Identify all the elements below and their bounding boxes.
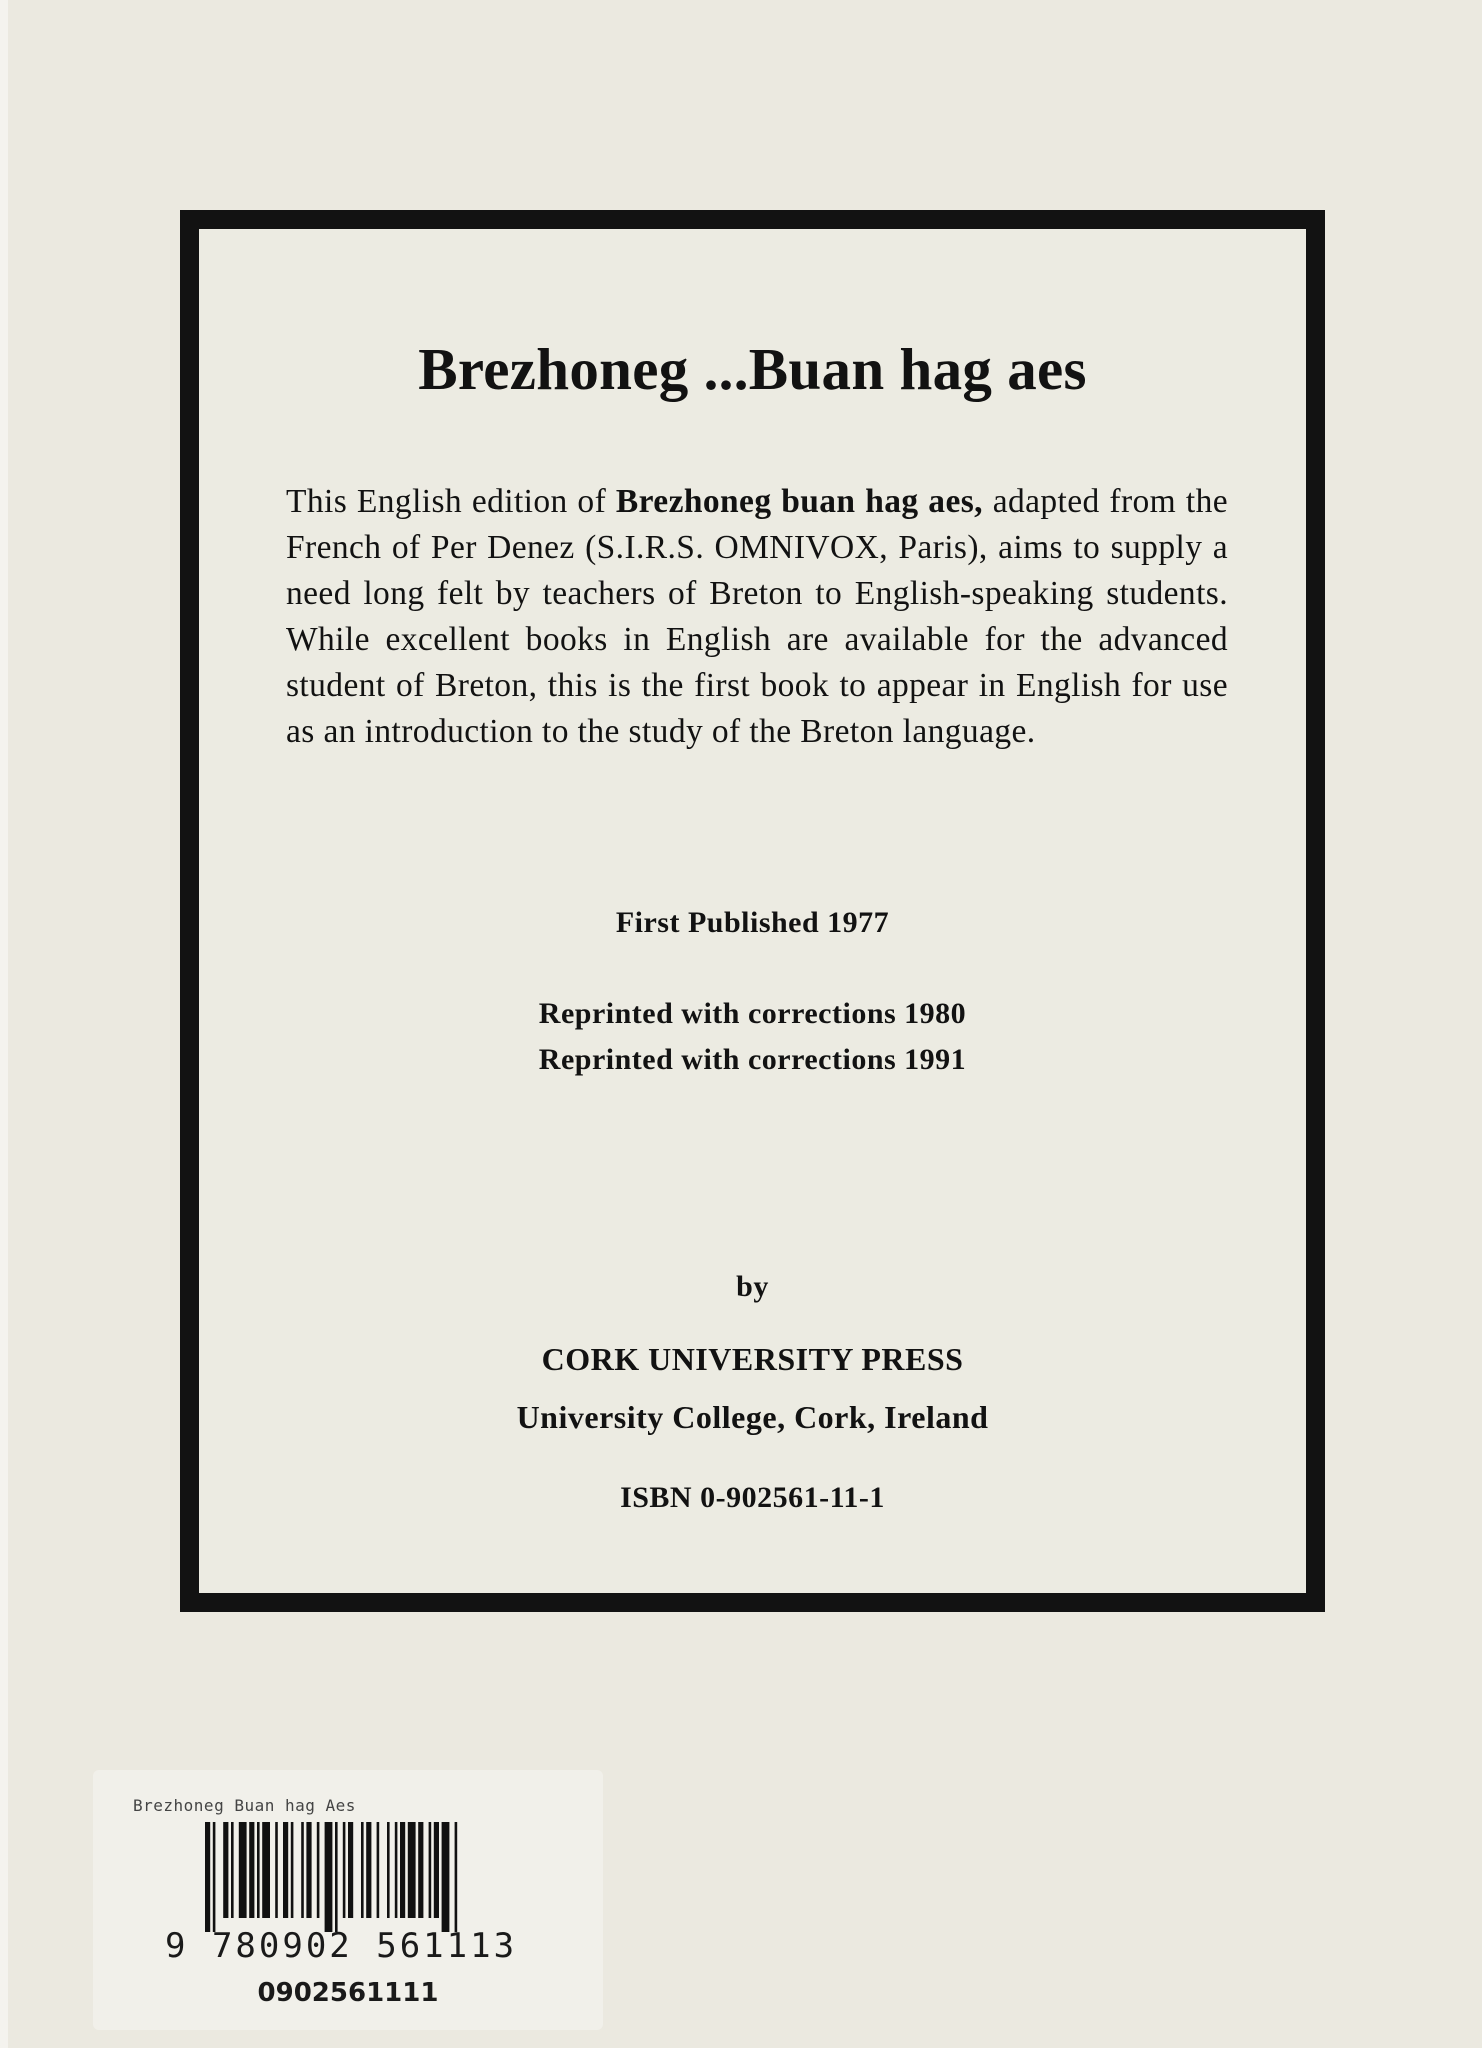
barcode-digits: 9 780902 561113 [165,1926,518,1966]
publisher-address: University College, Cork, Ireland [516,1399,989,1435]
isbn: ISBN 0-902561-11-1 [620,1481,885,1514]
barcode-icon [205,1822,535,1932]
barcode-title: Brezhoneg Buan hag Aes [133,1796,356,1815]
reprint-line: Reprinted with corrections 1980 [538,997,967,1030]
book-title: Brezhoneg ...Buan hag aes [418,336,1087,402]
publisher-name: CORK UNIVERSITY PRESS [541,1341,964,1377]
first-published: First Published 1977 [615,906,890,939]
intro-text-after: adapted from the French of Per Denez (S.I.R.S. OMNIVOX, Paris), aims to supply a need long felt by teachers of Breton to English-speaking students. While excellent books in English are available for the advanced student of Breton, this is the first book to appear in English for use as an introduction to the study of the Breton language. [286,483,1229,750]
barcode-sticker [93,1770,603,2030]
intro-book-title: Brezhoneg buan hag aes, [615,483,983,520]
by-label: by [736,1270,769,1303]
intro-text-before: This English edition of [286,483,616,520]
text-frame [180,210,1325,1612]
intro-paragraph [286,479,1228,755]
barcode-code: 0902561111 [257,1978,439,2008]
cover-edge [0,0,8,2048]
reprint-line: Reprinted with corrections 1991 [538,1043,967,1076]
